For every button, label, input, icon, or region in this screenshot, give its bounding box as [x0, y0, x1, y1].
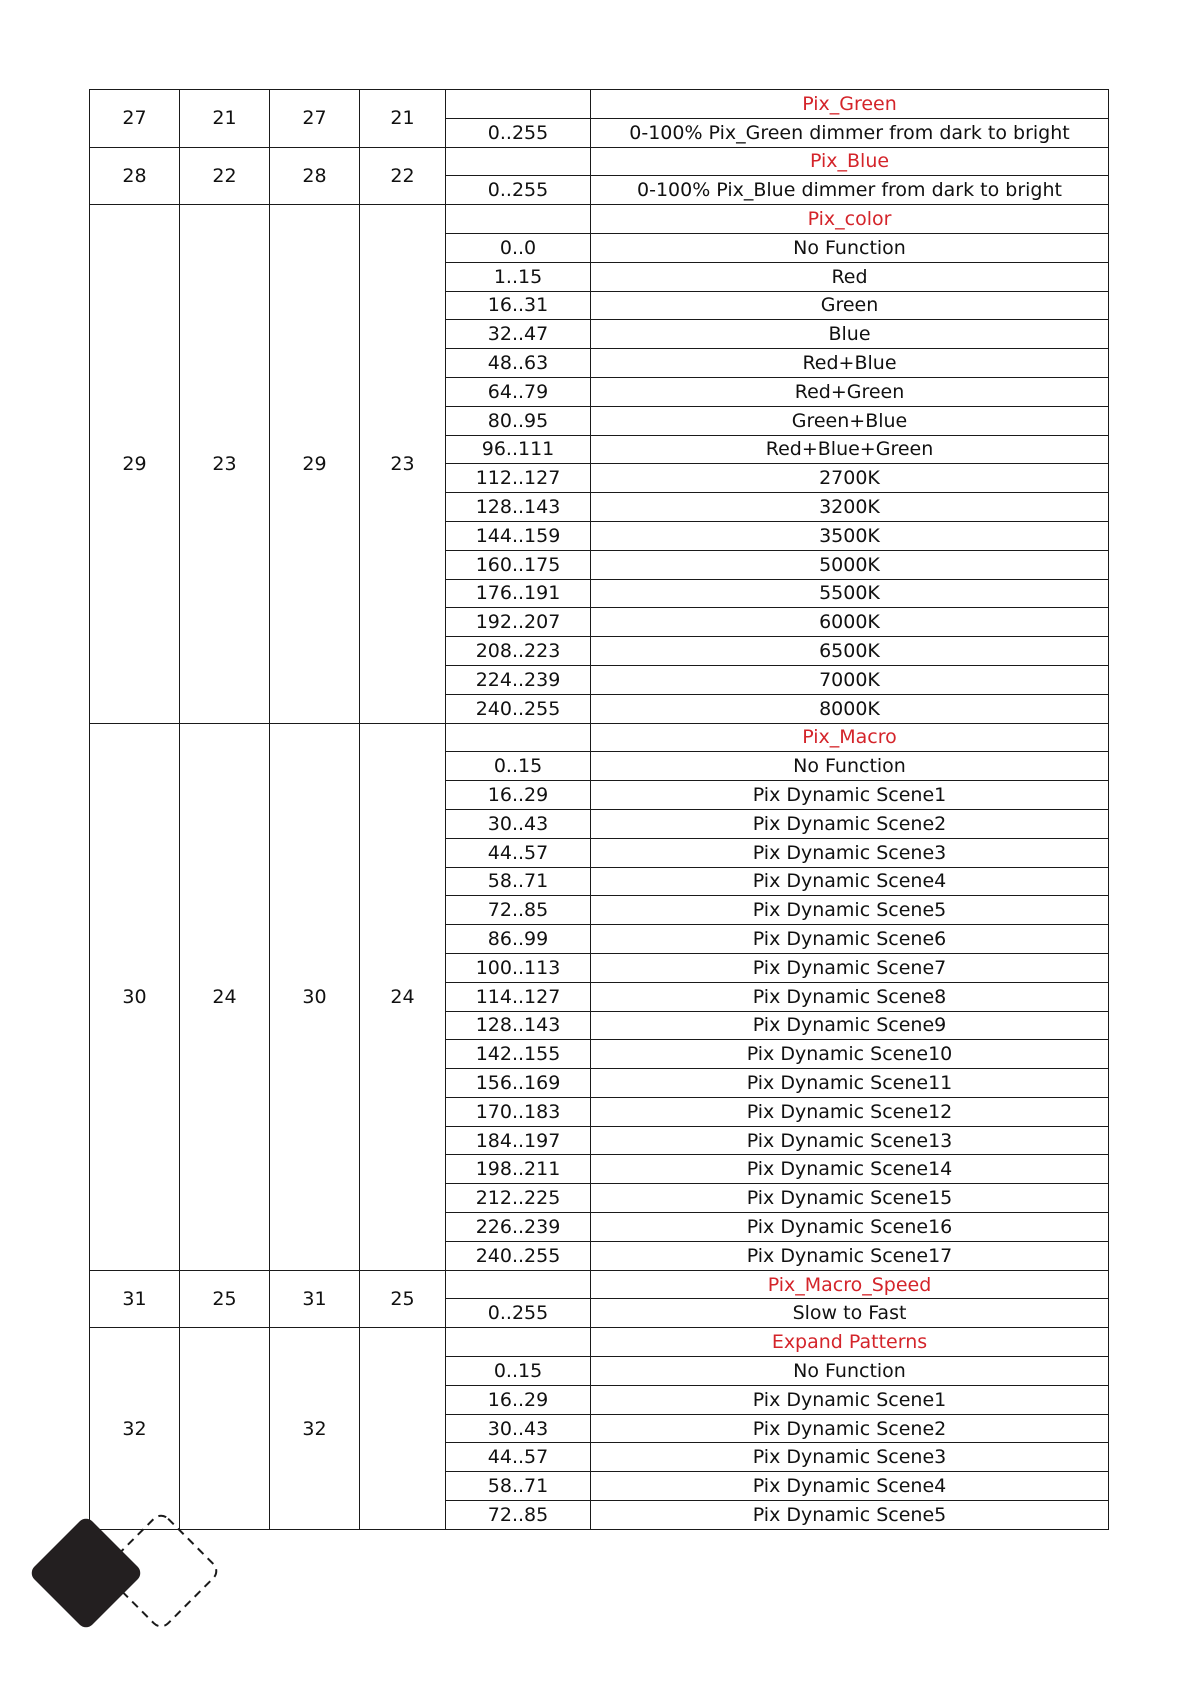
value-cell: 100..113 [446, 953, 591, 982]
value-cell: 128..143 [446, 1011, 591, 1040]
value-cell: 198..211 [446, 1155, 591, 1184]
function-cell: Pix Dynamic Scene15 [591, 1184, 1109, 1213]
value-cell: 160..175 [446, 550, 591, 579]
page-corner-decoration [20, 1545, 250, 1684]
function-cell: 5000K [591, 550, 1109, 579]
channel-d-cell: 25 [360, 1270, 446, 1328]
function-cell: Green [591, 291, 1109, 320]
value-cell: 212..225 [446, 1184, 591, 1213]
function-cell: Pix Dynamic Scene16 [591, 1213, 1109, 1242]
value-cell [446, 723, 591, 752]
value-cell [446, 1270, 591, 1299]
function-header-cell: Pix_Macro [591, 723, 1109, 752]
function-cell: Pix Dynamic Scene8 [591, 982, 1109, 1011]
function-cell: Pix Dynamic Scene1 [591, 781, 1109, 810]
function-cell: Red+Green [591, 377, 1109, 406]
table-row [90, 1328, 1109, 1357]
function-header-cell: Pix_Blue [591, 147, 1109, 176]
channel-b-cell: 24 [180, 723, 270, 1270]
function-cell: Red+Blue+Green [591, 435, 1109, 464]
channel-b-cell: 22 [180, 147, 270, 205]
value-cell: 72..85 [446, 896, 591, 925]
value-cell: 32..47 [446, 320, 591, 349]
value-cell: 0..15 [446, 1357, 591, 1386]
function-cell: Pix Dynamic Scene1 [591, 1385, 1109, 1414]
value-cell: 96..111 [446, 435, 591, 464]
table-row [90, 205, 1109, 234]
value-cell: 0..255 [446, 1299, 591, 1328]
function-cell: 7000K [591, 665, 1109, 694]
channel-d-cell: 24 [360, 723, 446, 1270]
function-cell: No Function [591, 752, 1109, 781]
value-cell: 16..29 [446, 1385, 591, 1414]
function-cell: 6000K [591, 608, 1109, 637]
function-cell: Pix Dynamic Scene11 [591, 1069, 1109, 1098]
channel-b-cell: 25 [180, 1270, 270, 1328]
value-cell: 142..155 [446, 1040, 591, 1069]
channel-c-cell: 28 [270, 147, 360, 205]
function-cell: 2700K [591, 464, 1109, 493]
function-cell: Pix Dynamic Scene13 [591, 1126, 1109, 1155]
value-cell [446, 147, 591, 176]
value-cell: 0..15 [446, 752, 591, 781]
table-row [90, 90, 1109, 119]
channel-a-cell: 30 [90, 723, 180, 1270]
value-cell: 44..57 [446, 838, 591, 867]
value-cell: 30..43 [446, 809, 591, 838]
function-cell: Pix Dynamic Scene4 [591, 867, 1109, 896]
function-cell: 5500K [591, 579, 1109, 608]
function-cell: Pix Dynamic Scene17 [591, 1241, 1109, 1270]
value-cell: 226..239 [446, 1213, 591, 1242]
function-cell: Green+Blue [591, 406, 1109, 435]
function-cell: Pix Dynamic Scene6 [591, 925, 1109, 954]
value-cell: 44..57 [446, 1443, 591, 1472]
channel-b-cell [180, 1328, 270, 1530]
value-cell: 240..255 [446, 1241, 591, 1270]
value-cell [446, 1328, 591, 1357]
value-cell: 240..255 [446, 694, 591, 723]
value-cell: 0..255 [446, 118, 591, 147]
channel-c-cell: 27 [270, 90, 360, 148]
value-cell: 0..255 [446, 176, 591, 205]
value-cell: 156..169 [446, 1069, 591, 1098]
function-cell: Pix Dynamic Scene10 [591, 1040, 1109, 1069]
function-cell: 3200K [591, 493, 1109, 522]
function-cell: 6500K [591, 637, 1109, 666]
value-cell: 184..197 [446, 1126, 591, 1155]
value-cell: 80..95 [446, 406, 591, 435]
table-row [90, 723, 1109, 752]
function-cell: Blue [591, 320, 1109, 349]
function-header-cell: Expand Patterns [591, 1328, 1109, 1357]
function-cell: Pix Dynamic Scene4 [591, 1472, 1109, 1501]
channel-b-cell: 23 [180, 205, 270, 723]
value-cell: 176..191 [446, 579, 591, 608]
function-cell: Pix Dynamic Scene14 [591, 1155, 1109, 1184]
function-cell: Slow to Fast [591, 1299, 1109, 1328]
table-row [90, 1270, 1109, 1299]
value-cell: 170..183 [446, 1097, 591, 1126]
channel-b-cell: 21 [180, 90, 270, 148]
value-cell: 114..127 [446, 982, 591, 1011]
dmx-table-body [90, 90, 1109, 1530]
function-cell: 0-100% Pix_Green dimmer from dark to bright [591, 118, 1109, 147]
function-header-cell: Pix_Green [591, 90, 1109, 119]
function-cell: Red [591, 262, 1109, 291]
value-cell: 86..99 [446, 925, 591, 954]
channel-d-cell: 22 [360, 147, 446, 205]
value-cell: 208..223 [446, 637, 591, 666]
value-cell: 48..63 [446, 349, 591, 378]
channel-a-cell: 31 [90, 1270, 180, 1328]
function-cell: 8000K [591, 694, 1109, 723]
value-cell: 112..127 [446, 464, 591, 493]
function-cell: 0-100% Pix_Blue dimmer from dark to bright [591, 176, 1109, 205]
channel-d-cell: 23 [360, 205, 446, 723]
value-cell: 64..79 [446, 377, 591, 406]
function-cell: Pix Dynamic Scene3 [591, 838, 1109, 867]
channel-d-cell [360, 1328, 446, 1530]
value-cell: 30..43 [446, 1414, 591, 1443]
function-cell: 3500K [591, 521, 1109, 550]
function-cell: Pix Dynamic Scene7 [591, 953, 1109, 982]
dmx-channel-table [89, 89, 1109, 1530]
channel-a-cell: 32 [90, 1328, 180, 1530]
value-cell: 144..159 [446, 521, 591, 550]
function-cell: Pix Dynamic Scene2 [591, 1414, 1109, 1443]
value-cell: 192..207 [446, 608, 591, 637]
channel-c-cell: 30 [270, 723, 360, 1270]
function-cell: Pix Dynamic Scene12 [591, 1097, 1109, 1126]
function-cell: No Function [591, 1357, 1109, 1386]
value-cell: 16..29 [446, 781, 591, 810]
function-header-cell: Pix_Macro_Speed [591, 1270, 1109, 1299]
function-cell: Pix Dynamic Scene5 [591, 1501, 1109, 1530]
value-cell: 224..239 [446, 665, 591, 694]
value-cell [446, 90, 591, 119]
channel-d-cell: 21 [360, 90, 446, 148]
function-cell: Pix Dynamic Scene5 [591, 896, 1109, 925]
function-cell: Red+Blue [591, 349, 1109, 378]
function-header-cell: Pix_color [591, 205, 1109, 234]
function-cell: No Function [591, 233, 1109, 262]
function-cell: Pix Dynamic Scene2 [591, 809, 1109, 838]
value-cell: 16..31 [446, 291, 591, 320]
value-cell: 58..71 [446, 1472, 591, 1501]
table-row [90, 147, 1109, 176]
channel-a-cell: 29 [90, 205, 180, 723]
function-cell: Pix Dynamic Scene9 [591, 1011, 1109, 1040]
value-cell: 128..143 [446, 493, 591, 522]
channel-c-cell: 32 [270, 1328, 360, 1530]
function-cell: Pix Dynamic Scene3 [591, 1443, 1109, 1472]
value-cell: 58..71 [446, 867, 591, 896]
channel-c-cell: 31 [270, 1270, 360, 1328]
channel-c-cell: 29 [270, 205, 360, 723]
channel-a-cell: 27 [90, 90, 180, 148]
channel-a-cell: 28 [90, 147, 180, 205]
value-cell: 72..85 [446, 1501, 591, 1530]
value-cell: 1..15 [446, 262, 591, 291]
value-cell [446, 205, 591, 234]
value-cell: 0..0 [446, 233, 591, 262]
filled-diamond-icon [28, 1515, 144, 1631]
